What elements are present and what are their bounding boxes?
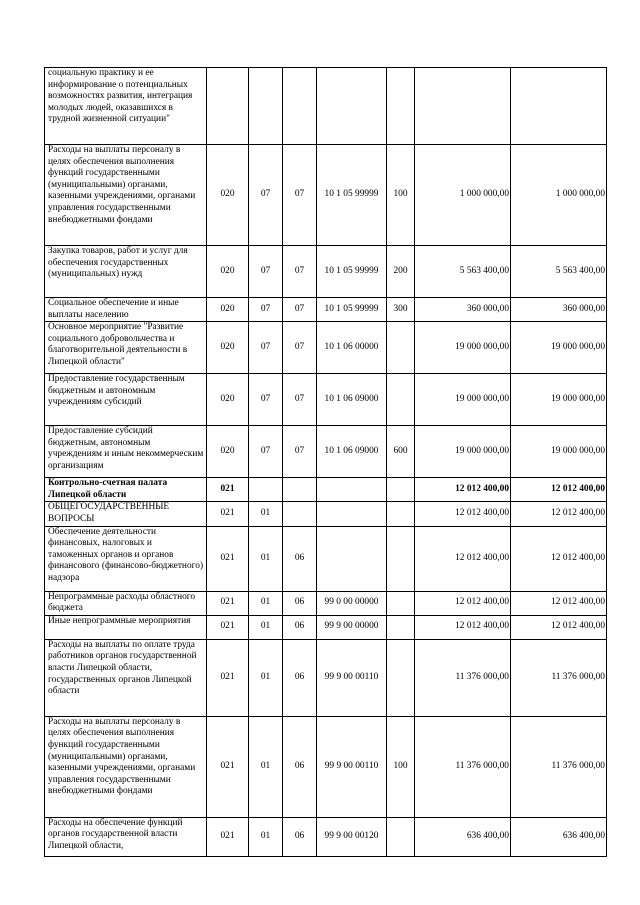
budget-table <box>44 67 607 857</box>
section-code: 07 <box>249 322 283 374</box>
subsection-code: 06 <box>283 526 317 591</box>
row-name: Расходы на выплаты персоналу в целях обеспечения выполнения функций государственными (муниципальными) органами, казенными учреждениями, органами управления государственными внебюджетными фондами <box>45 145 207 246</box>
expense-type-code: 300 <box>387 298 415 322</box>
expense-type-code: 600 <box>387 426 415 478</box>
table-row <box>45 716 607 817</box>
amount-year-1: 12 012 400,00 <box>415 615 511 639</box>
amount-year-1 <box>415 68 511 145</box>
expense-type-code <box>387 615 415 639</box>
grbs-code: 021 <box>207 478 249 502</box>
table-row <box>45 639 607 716</box>
grbs-code: 020 <box>207 298 249 322</box>
amount-year-2: 5 563 400,00 <box>511 246 607 298</box>
row-name: Основное мероприятие "Развитие социального добровольчества и благотворительной деятельности в Липецкой области" <box>45 322 207 374</box>
grbs-code: 020 <box>207 426 249 478</box>
amount-year-2: 11 376 000,00 <box>511 716 607 817</box>
section-code: 07 <box>249 298 283 322</box>
grbs-code: 021 <box>207 615 249 639</box>
expense-type-code <box>387 639 415 716</box>
section-code: 07 <box>249 145 283 246</box>
row-name: социальную практику и ее информирование о потенциальных возможностях развития, интеграция молодых людей, оказавшихся в трудной жизненной ситуации" <box>45 68 207 145</box>
subsection-code <box>283 478 317 502</box>
table-row <box>45 322 607 374</box>
grbs-code <box>207 68 249 145</box>
expense-type-code <box>387 526 415 591</box>
amount-year-1: 19 000 000,00 <box>415 374 511 426</box>
target-article-code <box>317 502 387 526</box>
target-article-code: 99 0 00 00000 <box>317 591 387 615</box>
table-row <box>45 426 607 478</box>
expense-type-code <box>387 478 415 502</box>
table-row <box>45 298 607 322</box>
subsection-code <box>283 502 317 526</box>
amount-year-1: 19 000 000,00 <box>415 426 511 478</box>
amount-year-2: 12 012 400,00 <box>511 478 607 502</box>
table-row <box>45 478 607 502</box>
grbs-code: 021 <box>207 502 249 526</box>
amount-year-2: 12 012 400,00 <box>511 526 607 591</box>
amount-year-2: 12 012 400,00 <box>511 615 607 639</box>
table-row <box>45 246 607 298</box>
grbs-code: 021 <box>207 639 249 716</box>
table-row <box>45 145 607 246</box>
target-article-code: 99 9 00 00120 <box>317 817 387 856</box>
table-row <box>45 591 607 615</box>
target-article-code: 10 1 05 99999 <box>317 298 387 322</box>
section-code: 01 <box>249 502 283 526</box>
table-row <box>45 615 607 639</box>
grbs-code: 021 <box>207 817 249 856</box>
grbs-code: 020 <box>207 246 249 298</box>
subsection-code: 06 <box>283 817 317 856</box>
grbs-code: 020 <box>207 374 249 426</box>
row-name: Непрограммные расходы областного бюджета <box>45 591 207 615</box>
target-article-code: 10 1 05 99999 <box>317 145 387 246</box>
amount-year-1: 12 012 400,00 <box>415 591 511 615</box>
row-name: Иные непрограммные мероприятия <box>45 615 207 639</box>
amount-year-2 <box>511 68 607 145</box>
section-code: 01 <box>249 591 283 615</box>
target-article-code: 99 9 00 00110 <box>317 639 387 716</box>
amount-year-2: 1 000 000,00 <box>511 145 607 246</box>
section-code: 07 <box>249 426 283 478</box>
amount-year-1: 11 376 000,00 <box>415 639 511 716</box>
grbs-code: 021 <box>207 526 249 591</box>
subsection-code: 06 <box>283 615 317 639</box>
section-code: 07 <box>249 246 283 298</box>
section-code <box>249 68 283 145</box>
amount-year-2: 19 000 000,00 <box>511 322 607 374</box>
row-name: Закупка товаров, работ и услуг для обеспечения государственных (муниципальных) нужд <box>45 246 207 298</box>
subsection-code: 07 <box>283 246 317 298</box>
row-name: Расходы на выплаты по оплате труда работников органов государственной власти Липецкой области, государственных органов Липецкой области <box>45 639 207 716</box>
row-name: Контрольно-счетная палата Липецкой области <box>45 478 207 502</box>
amount-year-2: 11 376 000,00 <box>511 639 607 716</box>
table-row <box>45 68 607 145</box>
amount-year-1: 19 000 000,00 <box>415 322 511 374</box>
expense-type-code: 100 <box>387 145 415 246</box>
section-code: 07 <box>249 374 283 426</box>
amount-year-1: 12 012 400,00 <box>415 526 511 591</box>
expense-type-code <box>387 374 415 426</box>
row-name: Расходы на выплаты персоналу в целях обеспечения выполнения функций государственными (муниципальными) органами, казенными учреждениями, органами управления государственными внебюджетными фондами <box>45 716 207 817</box>
section-code: 01 <box>249 639 283 716</box>
section-code: 01 <box>249 615 283 639</box>
amount-year-2: 12 012 400,00 <box>511 591 607 615</box>
amount-year-2: 12 012 400,00 <box>511 502 607 526</box>
row-name: Обеспечение деятельности финансовых, налоговых и таможенных органов и органов финансового (финансово-бюджетного) надзора <box>45 526 207 591</box>
target-article-code <box>317 478 387 502</box>
amount-year-1: 12 012 400,00 <box>415 502 511 526</box>
grbs-code: 020 <box>207 145 249 246</box>
expense-type-code: 200 <box>387 246 415 298</box>
subsection-code: 07 <box>283 426 317 478</box>
grbs-code: 020 <box>207 322 249 374</box>
section-code: 01 <box>249 716 283 817</box>
row-name: Предоставление субсидий бюджетным, автономным учреждениям и иным некоммерческим организациям <box>45 426 207 478</box>
target-article-code <box>317 526 387 591</box>
section-code: 01 <box>249 526 283 591</box>
subsection-code: 07 <box>283 322 317 374</box>
amount-year-1: 360 000,00 <box>415 298 511 322</box>
amount-year-1: 1 000 000,00 <box>415 145 511 246</box>
amount-year-1: 11 376 000,00 <box>415 716 511 817</box>
row-name: Социальное обеспечение и иные выплаты населению <box>45 298 207 322</box>
subsection-code: 07 <box>283 298 317 322</box>
expense-type-code <box>387 817 415 856</box>
target-article-code: 10 1 06 09000 <box>317 374 387 426</box>
expense-type-code <box>387 68 415 145</box>
target-article-code: 10 1 06 00000 <box>317 322 387 374</box>
row-name: ОБЩЕГОСУДАРСТВЕННЫЕ ВОПРОСЫ <box>45 502 207 526</box>
expense-type-code <box>387 502 415 526</box>
expense-type-code: 100 <box>387 716 415 817</box>
row-name: Расходы на обеспечение функций органов государственной власти Липецкой области, <box>45 817 207 856</box>
amount-year-2: 19 000 000,00 <box>511 374 607 426</box>
target-article-code <box>317 68 387 145</box>
subsection-code: 07 <box>283 374 317 426</box>
subsection-code: 06 <box>283 716 317 817</box>
target-article-code: 10 1 06 09000 <box>317 426 387 478</box>
subsection-code: 06 <box>283 591 317 615</box>
table-row <box>45 374 607 426</box>
grbs-code: 021 <box>207 716 249 817</box>
amount-year-1: 5 563 400,00 <box>415 246 511 298</box>
grbs-code: 021 <box>207 591 249 615</box>
amount-year-2: 636 400,00 <box>511 817 607 856</box>
expense-type-code <box>387 591 415 615</box>
expense-type-code <box>387 322 415 374</box>
section-code <box>249 478 283 502</box>
subsection-code: 07 <box>283 145 317 246</box>
table-row <box>45 502 607 526</box>
table-row <box>45 526 607 591</box>
section-code: 01 <box>249 817 283 856</box>
table-row <box>45 817 607 856</box>
target-article-code: 99 9 00 00110 <box>317 716 387 817</box>
row-name: Предоставление государственным бюджетным и автономным учреждениям субсидий <box>45 374 207 426</box>
amount-year-1: 12 012 400,00 <box>415 478 511 502</box>
subsection-code: 06 <box>283 639 317 716</box>
target-article-code: 10 1 05 99999 <box>317 246 387 298</box>
amount-year-1: 636 400,00 <box>415 817 511 856</box>
amount-year-2: 19 000 000,00 <box>511 426 607 478</box>
amount-year-2: 360 000,00 <box>511 298 607 322</box>
target-article-code: 99 9 00 00000 <box>317 615 387 639</box>
subsection-code <box>283 68 317 145</box>
